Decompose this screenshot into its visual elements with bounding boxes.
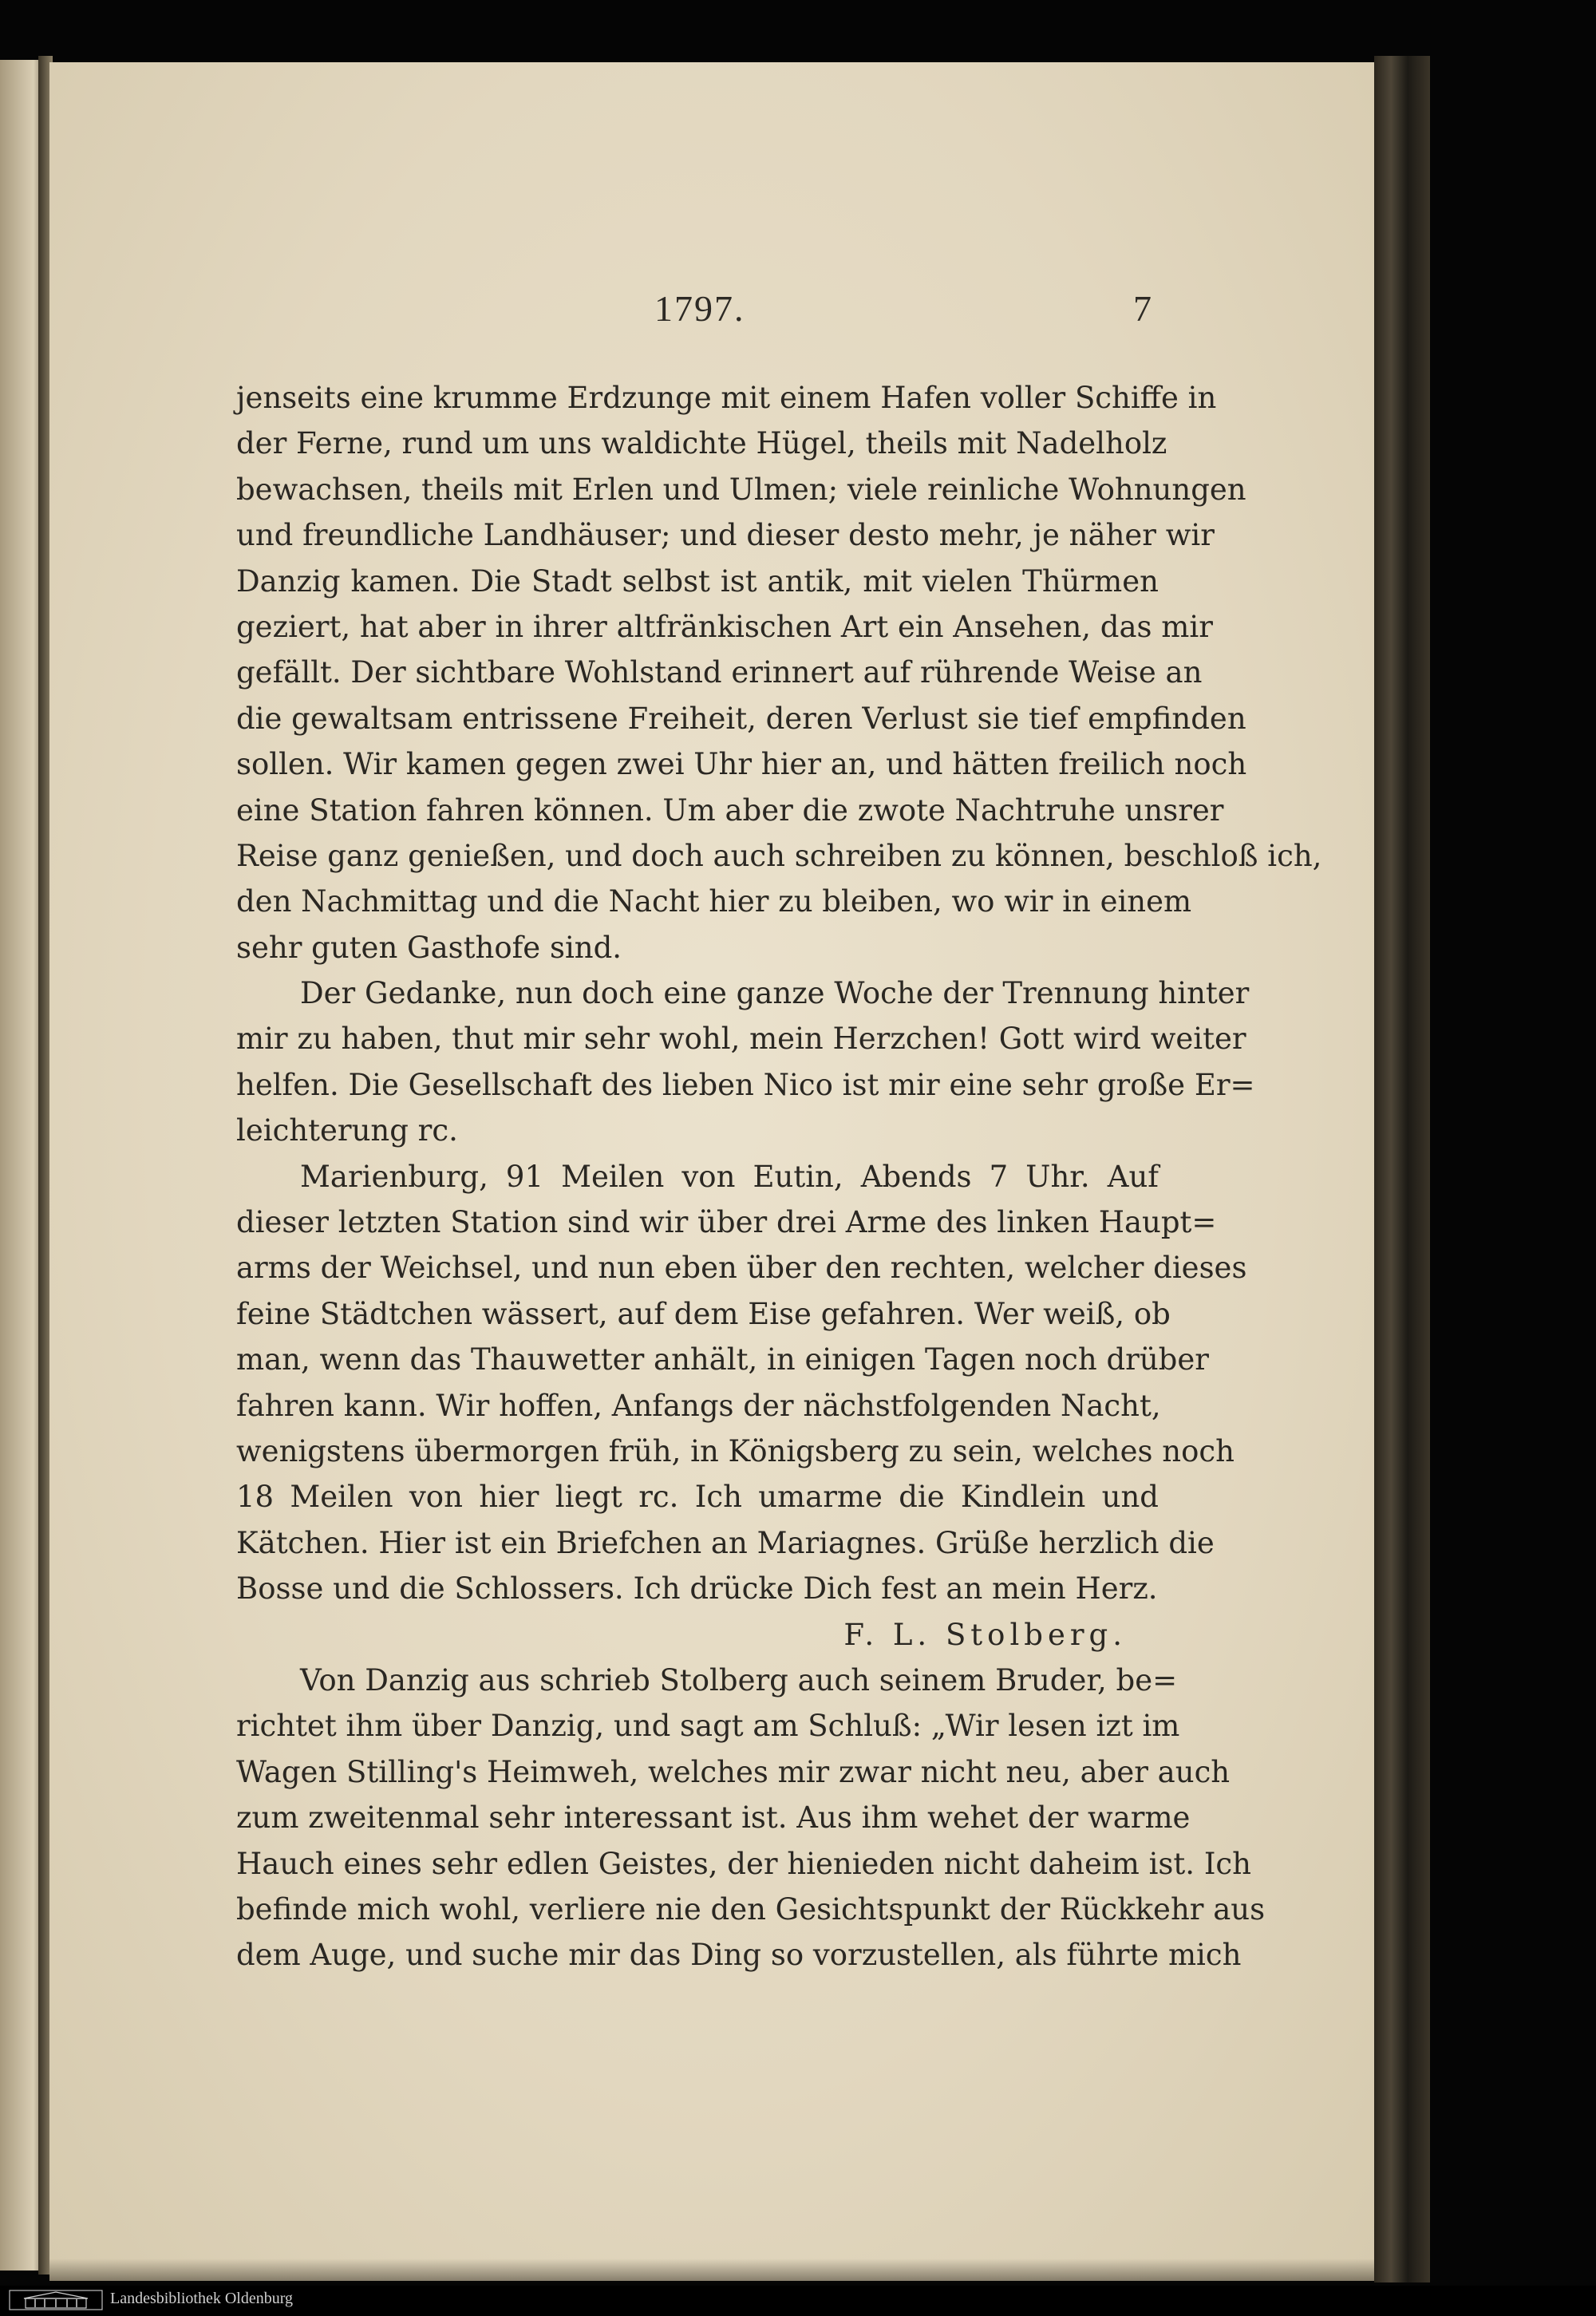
signature-line: F. L. Stolberg. [843, 1617, 1127, 1652]
text-line: Von Danzig aus schrieb Stolberg auch seinem Bruder, be= [300, 1662, 1178, 1697]
text-line: Marienburg, 91 Meilen von Eutin, Abends 7 Uhr. Auf [300, 1159, 1159, 1194]
text-line: eine Station fahren können. Um aber die zwote Nachtruhe unsrer [236, 792, 1224, 828]
text-line: leichterung rc. [236, 1113, 458, 1148]
text-line: wenigstens übermorgen früh, in Königsberg zu sein, welches noch [236, 1433, 1235, 1468]
text-line: befinde mich wohl, verliere nie den Gesichtspunkt der Rückkehr aus [236, 1891, 1266, 1927]
book-cover-edge [1374, 56, 1430, 2282]
text-line: Kätchen. Hier ist ein Briefchen an Mariagnes. Grüße herzlich die [236, 1525, 1215, 1560]
library-name: Landesbibliothek Oldenburg [110, 2290, 294, 2307]
text-line: die gewaltsam entrissene Freiheit, deren Verlust sie tief empfinden [236, 701, 1246, 736]
text-line: helfen. Die Gesellschaft des lieben Nico ist mir eine sehr große Er= [236, 1067, 1255, 1102]
library-building-icon [8, 2289, 104, 2311]
text-line: dieser letzten Station sind wir über drei Arme des linken Haupt= [236, 1205, 1217, 1240]
text-line: jenseits eine krumme Erdzunge mit einem Hafen voller Schiffe in [236, 381, 1217, 415]
text-line: den Nachmittag und die Nacht hier zu bleiben, wo wir in einem [236, 884, 1192, 919]
text-line: 18 Meilen von hier liegt rc. Ich umarme die Kindlein und [236, 1480, 1159, 1515]
text-line: sollen. Wir kamen gegen zwei Uhr hier an, und hätten freilich noch [236, 747, 1247, 782]
text-line: fahren kann. Wir hoffen, Anfangs der nächstfolgenden Nacht, [236, 1388, 1161, 1423]
text-line: der Ferne, rund um uns waldichte Hügel, theils mit Nadelholz [236, 426, 1167, 461]
text-line: gefällt. Der sichtbare Wohlstand erinnert auf rührende Weise an [236, 655, 1203, 690]
text-line: mir zu haben, thut mir sehr wohl, mein Herzchen! Gott wird weiter [236, 1022, 1246, 1057]
text-line: dem Auge, und suche mir das Ding so vorzustellen, als führte mich [236, 1938, 1242, 1973]
text-line: zum zweitenmal sehr interessant ist. Aus ihm wehet der warme [236, 1800, 1191, 1836]
body-text [236, 375, 1322, 1978]
text-line: bewachsen, theils mit Erlen und Ulmen; viele reinliche Wohnungen [236, 472, 1246, 507]
text-line: arms der Weichsel, und nun eben über den rechten, welcher dieses [236, 1251, 1247, 1286]
page-bottom-shadow [49, 2259, 1374, 2281]
text-line: Hauch eines sehr edlen Geistes, der hienieden nicht daheim ist. Ich [236, 1846, 1251, 1881]
text-line: Der Gedanke, nun doch eine ganze Woche der Trennung hinter [300, 976, 1250, 1011]
text-line: geziert, hat aber in ihrer altfränkischen Art ein Ansehen, das mir [236, 609, 1213, 644]
page-number: 7 [1133, 288, 1153, 329]
text-line: Danzig kamen. Die Stadt selbst ist antik, mit vielen Thürmen [236, 563, 1159, 599]
text-line: feine Städtchen wässert, auf dem Eise gefahren. Wer weiß, ob [236, 1296, 1171, 1331]
text-line: richtet ihm über Danzig, und sagt am Schluß: „Wir lesen izt im [236, 1709, 1180, 1744]
text-line: Wagen Stilling's Heimweh, welches mir zwar nicht neu, aber auch [236, 1754, 1231, 1789]
text-line: man, wenn das Thauwetter anhält, in einigen Tagen noch drüber [236, 1342, 1209, 1377]
text-line: und freundliche Landhäuser; und dieser desto mehr, je näher wir [236, 518, 1215, 553]
running-head-year: 1797. [654, 288, 745, 329]
text-line: Bosse und die Schlossers. Ich drücke Dich fest an mein Herz. [236, 1571, 1158, 1607]
text-line: Reise ganz genießen, und doch auch schreiben zu können, beschloß ich, [236, 838, 1322, 873]
text-line: sehr guten Gasthofe sind. [236, 930, 622, 965]
